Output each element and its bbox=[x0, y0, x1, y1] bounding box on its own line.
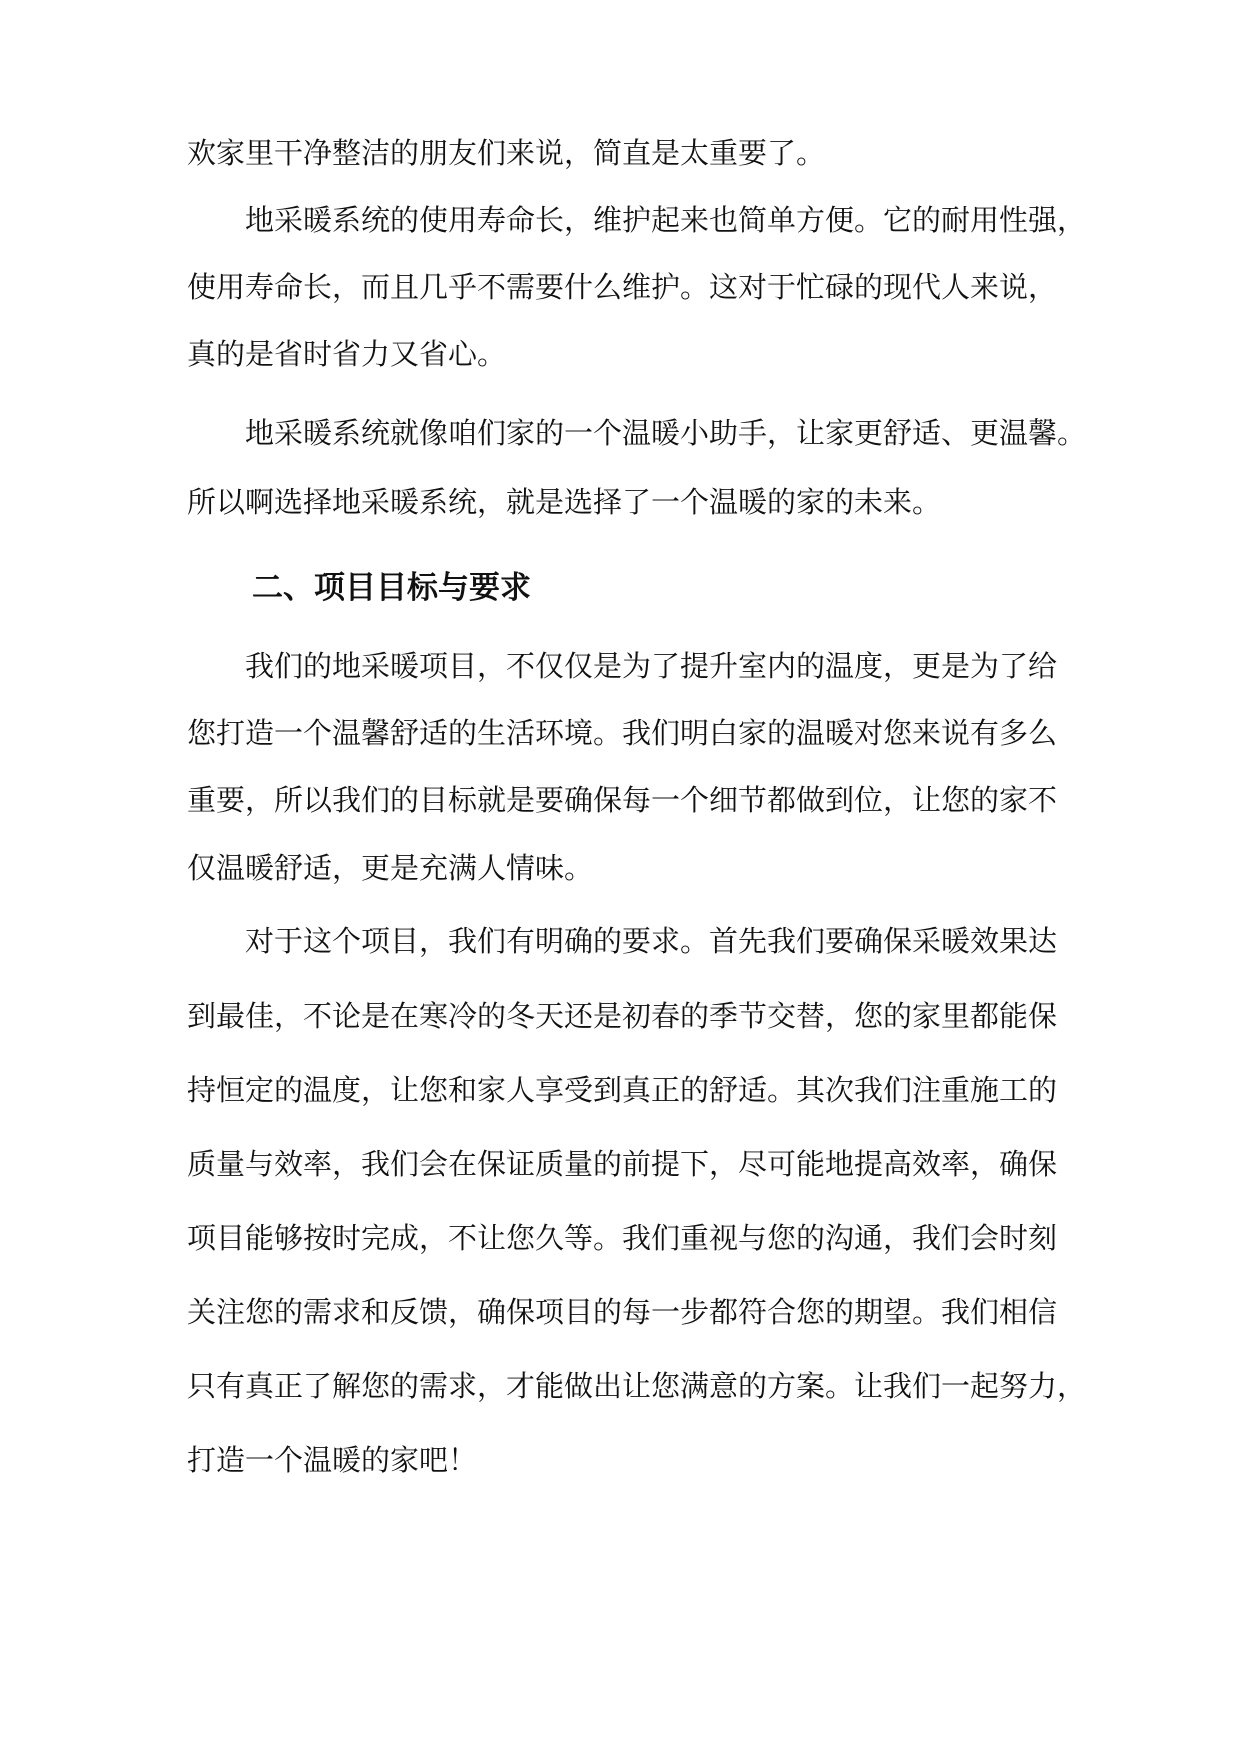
paragraph-line: 只有真正了解您的需求，才能做出让您满意的方案。让我们一起努力， bbox=[187, 1369, 1087, 1403]
paragraph-line: 质量与效率，我们会在保证质量的前提下，尽可能地提高效率，确保 bbox=[187, 1147, 1058, 1181]
paragraph-line: 地采暖系统就像咱们家的一个温暖小助手，让家更舒适、更温馨。 bbox=[245, 416, 1087, 450]
paragraph-line: 对于这个项目，我们有明确的要求。首先我们要确保采暖效果达 bbox=[245, 924, 1058, 958]
paragraph-line: 地采暖系统的使用寿命长，维护起来也简单方便。它的耐用性强， bbox=[245, 203, 1087, 237]
paragraph-line: 我们的地采暖项目，不仅仅是为了提升室内的温度，更是为了给 bbox=[245, 649, 1058, 683]
section-heading: 二、项目目标与要求 bbox=[252, 570, 531, 606]
paragraph-line: 项目能够按时完成，不让您久等。我们重视与您的沟通，我们会时刻 bbox=[187, 1221, 1058, 1255]
paragraph-line: 所以啊选择地采暖系统，就是选择了一个温暖的家的未来。 bbox=[187, 485, 942, 519]
paragraph-line: 使用寿命长，而且几乎不需要什么维护。这对于忙碌的现代人来说， bbox=[187, 270, 1058, 304]
paragraph-line: 持恒定的温度，让您和家人享受到真正的舒适。其次我们注重施工的 bbox=[187, 1073, 1058, 1107]
paragraph-line: 真的是省时省力又省心。 bbox=[187, 337, 507, 371]
paragraph-line: 您打造一个温馨舒适的生活环境。我们明白家的温暖对您来说有多么 bbox=[187, 716, 1058, 750]
paragraph-line: 仅温暖舒适，更是充满人情味。 bbox=[187, 851, 594, 885]
paragraph-line: 打造一个温暖的家吧！ bbox=[187, 1443, 478, 1477]
paragraph-line: 到最佳，不论是在寒冷的冬天还是初春的季节交替，您的家里都能保 bbox=[187, 999, 1058, 1033]
paragraph-line: 欢家里干净整洁的朋友们来说，简直是太重要了。 bbox=[187, 136, 826, 170]
paragraph-line: 重要，所以我们的目标就是要确保每一个细节都做到位，让您的家不 bbox=[187, 783, 1058, 817]
paragraph-line: 关注您的需求和反馈，确保项目的每一步都符合您的期望。我们相信 bbox=[187, 1295, 1058, 1329]
